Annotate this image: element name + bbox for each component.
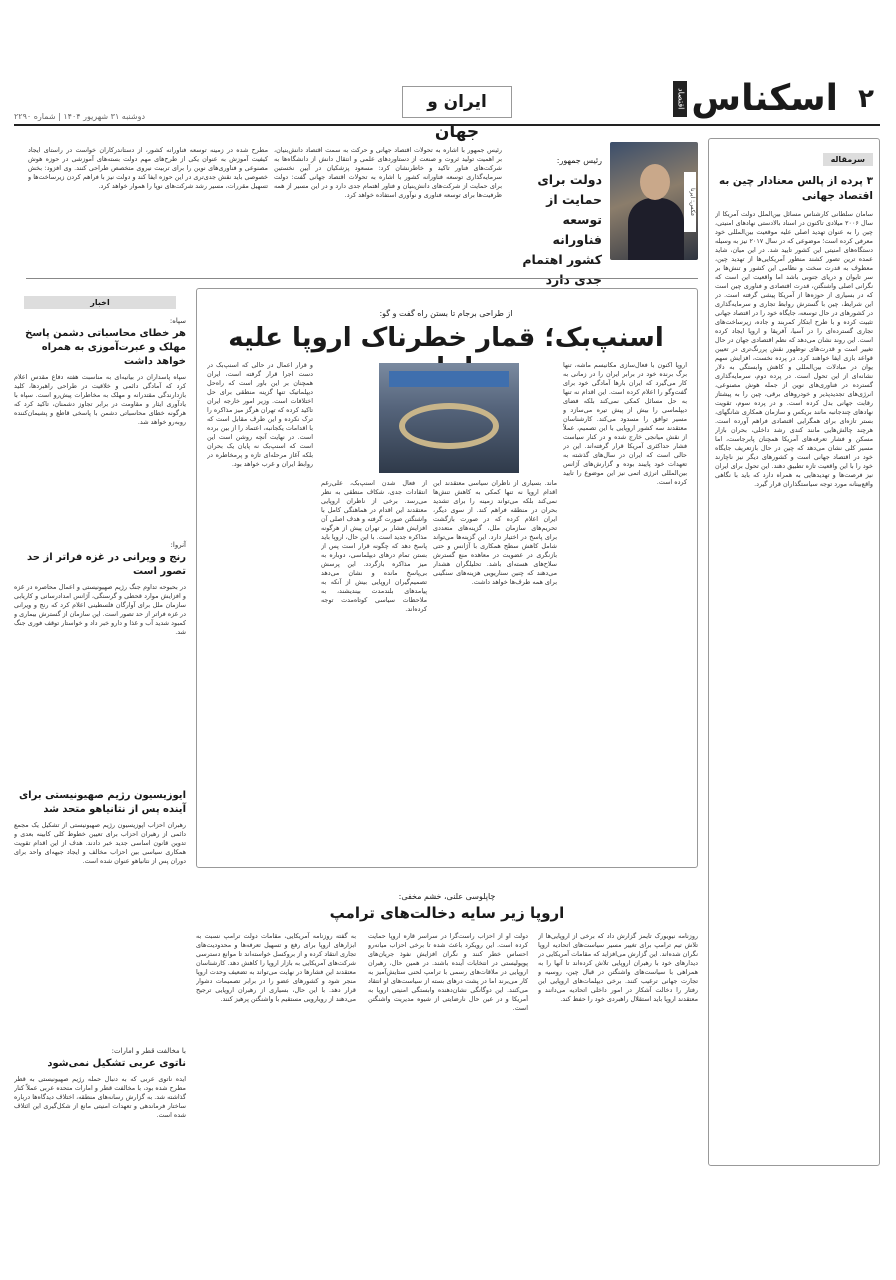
logo: [662, 78, 838, 119]
conference-photo: [379, 363, 519, 473]
editorial-body: سامان سلطانی کارشناس مسائل بین‌الملل دولت آمریکا از سال ۲۰۰۶ میلادی تاکنون در اسناد بالادستی نهادهای امنیتی، چین را به عنوان تهدید اصلی علیه موقعیت بین‌المللی خود معرفی کرده است؛ موضوعی که در سال ۲۰۱۷ نیز به وسیله دستگاه‌های امنیتی این کشور تایید شد. در این میان، شاید عمده ترین تصور کشند منظور آمریکایی‌ها از تهدید چین، معطوف به قدرت سخت و نظامی این کشور و تنش‌ها بر سر تایوان و دریای جنوبی باشد اما واقعیت این است که نگرانی اصلی واشنگتن، قدرت اقتصادی و فناوری چین است که در بسیاری از حوزه‌ها از آمریکا پیشی گرفته است. در این شرایط، چین با گسترش روابط تجاری و سرمایه‌گذاری در کشورهای در حال توسعه، جایگاه خود را در اقتصاد جهانی تثبیت کرده و با طرح ابتکار کمربند و جاده، زیرساخت‌های تجاری گسترده‌ای را در آسیا، آفریقا و اروپا ایجاد کرده است. این روند نشان می‌دهد که نظم اقتصادی جهان در حال تغییر است و قدرت‌های نوظهور نقش پررنگ‌تری در تعیین قواعد بازی ایفا خواهند کرد. در پرده نخست، افزایش سهم یوان در مبادلات بین‌المللی و کاهش وابستگی به دلار نشانه‌ای از این تحول است. در پرده دوم، سرمایه‌گذاری گسترده در فناوری‌های نوین از جمله هوش مصنوعی، انرژی‌های تجدیدپذیر و خودروهای برقی، چین را به پیشتاز رقابت جهانی بدل کرده است. و در پرده سوم، تقویت نهادهای چندجانبه مانند بریکس و سازمان همکاری شانگهای، بستر تازه‌ای برای همگرایی اقتصادی فراهم آورده است. هرچند چالش‌هایی مانند کندی رشد داخلی، بحران بازار مسکن و فشار تعرفه‌های آمریکا همچنان پابرجاست، اما مسیر کلی نشان می‌دهد که چین در حال بازتعریف جایگاه خود در اقتصاد جهانی است و کشورهای دیگر نیز ناچارند خود را با این واقعیت تازه تطبیق دهند. این تحول برای ایران نیز فرصت‌ها و تهدیدهایی به همراه دارد که باید با نگاهی واقع‌بینانه مورد توجه سیاستگذاران قرار گیرد.: [715, 210, 873, 488]
bottom-story-kicker: چاپلوسی علنی، خشم مخفی:: [398, 892, 496, 901]
bottom-story-headline: اروپا زیر سایه دخالت‌های ترامپ: [329, 904, 565, 922]
news-kicker: سپاه:: [169, 317, 186, 325]
section-title: ایران و جهان: [402, 86, 512, 118]
top-story: [26, 138, 698, 287]
news-item: [14, 1047, 186, 1245]
main-story-kicker: از طراحی برجام تا بستن راه گفت و گو:: [379, 309, 513, 318]
photo-banner: [389, 371, 509, 387]
news-body: رهبران احزاب اپوزیسیون رژیم صهیونیستی از تشکیل یک مجمع دائمی از رهبران احزاب برای تعیین خطوط کلی کابینه بعدی و تدوین قانون اساسی جدید خبر دادند. هدف از این اقدام تقویت همکاری سیاسی بین احزاب مخالف و ایجاد جبهه‌ای واحد برای دوران پس از نتانیاهو عنوان شده است.: [14, 821, 186, 865]
top-story-body-2: مطرح شده در زمینه توسعه فناورانه کشور، از دستاندرکاران خواست در راستای ایجاد کیفیت آموزش به عنوان یکی از طرح‌های مهم دولت بسته‌های آموزشی در حوزه هوش مصنوعی و فناوری‌های نوین را برای تربیت نیروی متخصص طراحی کنند. وی افزود: بخش خصوصی باید نقش جدی‌تری در این حوزه ایفا کند و دولت نیز با فراهم کردن زیرساخت‌ها و تسهیل مقررات، مسیر رشد شرکت‌های نوپا را هموار خواهد کرد.: [28, 146, 268, 190]
logo-tagline: اقتصاد سیاسی: [673, 81, 687, 117]
divider: [26, 278, 698, 279]
news-body: در بحبوحه تداوم جنگ رژیم صهیونیستی و اعمال محاصره در غزه و افزایش موارد قحطی و گرسنگی، آژانس امدادرسانی و کاریابی سازمان ملل برای آوارگان فلسطینی اعلام کرد که رنج و ویرانی در غزه فراتر از حد تصور است. این سازمان از گسترش بیماری و کمبود شدید آب و غذا و دارو خبر داد و خواستار توقف فوری جنگ شد.: [14, 583, 186, 636]
main-story-col-1: اروپا اکنون با فعال‌سازی مکانیسم ماشه، تنها برگ برنده خود در برابر ایران را در زمانی به کار می‌گیرد که ایران بارها آمادگی خود برای گفت‌وگو را اعلام کرده است. این اقدام نه تنها به حل مسائل کمکی نمی‌کند بلکه فضای دیپلماسی را بیش از پیش تیره می‌سازد و مسیر توافق را مسدود می‌کند. کارشناسان معتقدند سه کشور اروپایی با این تصمیم، عملاً از نقش میانجی خارج شده و در کنار سیاست فشار حداکثری آمریکا قرار گرفته‌اند. این در حالی است که ایران در سال‌های گذشته به تعهدات خود پایبند بوده و گزارش‌های آژانس بین‌المللی انرژی اتمی نیز این موضوع را تایید کرده است.: [563, 361, 687, 486]
top-story-headline: دولت برای حمایت از توسعه فناورانه کشور اهتمام جدی دارد: [522, 172, 602, 287]
editorial-column: [708, 138, 880, 1166]
news-headline: ایوزیسیون رژیم صهیونیستی برای آینده پس از نتانیاهو متحد شد: [19, 790, 186, 815]
main-story: [196, 288, 698, 868]
photo-round-table: [399, 403, 499, 449]
main-story-col-3: از فعال شدن اسنپ‌بک، علی‌رغم انتقادات جدی، شکاف منطقی به نظر می‌رسد. برخی از ناظران اروپایی معتقدند این اقدام در هماهنگی کامل با واشنگتن صورت گرفته و هدف اصلی آن افزایش فشار بر تهران پیش از هرگونه مذاکره جدید است. با این حال، اروپا باید پاسخ دهد که چگونه قرار است پس از بستن تمام درهای دیپلماسی، دوباره به میز مذاکره بازگردد. این پرسش بی‌پاسخ مانده و نشان می‌دهد تصمیم‌گیران اروپایی بیش از آنکه به پیامدهای بلندمدت بیندیشند، به ملاحظات سیاسی کوتاه‌مدت توجه کرده‌اند.: [321, 479, 427, 613]
bottom-story-col-2: دولت او از احزاب راست‌گرا در سراسر قاره اروپا حمایت کرده است. این رویکرد باعث شده تا برخی احزاب میانه‌رو احساس خطر کنند و نگران افزایش نفوذ جریان‌های پوپولیستی در انتخابات آینده باشند. در همین حال، رهبران اروپایی در ملاقات‌های رسمی با ترامپ لحنی ستایش‌آمیز به کار می‌برند اما در پشت درهای بسته از سیاست‌های او انتقاد می‌کنند. این دوگانگی نشان‌دهنده وابستگی امنیتی اروپا به آمریکا و در عین حال نارضایتی از شیوه مدیریت واشنگتن است.: [368, 932, 528, 1012]
news-label: اخبار: [24, 296, 176, 309]
news-kicker: آنروا:: [170, 541, 186, 549]
main-story-col-2: ماند. بسیاری از ناظران سیاسی معتقدند این اقدام اروپا نه تنها کمکی به کاهش تنش‌ها نمی‌کند بلکه می‌تواند زمینه را برای تشدید بحران در منطقه فراهم کند. از سوی دیگر، ایران اعلام کرده که در صورت بازگشت تحریم‌های سازمان ملل، گزینه‌های متعددی برای پاسخ در اختیار دارد. این گزینه‌ها می‌تواند شامل کاهش سطح همکاری با آژانس و حتی بازنگری در عضویت در معاهده منع گسترش سلاح‌های هسته‌ای باشد. تحلیلگران هشدار می‌دهند که چنین سناریویی هزینه‌های سنگینی برای همه طرف‌ها خواهد داشت.: [433, 479, 557, 586]
news-headline: هر خطای محاسباتی دشمن پاسخ مهلک و عبرت‌آموزی به همراه خواهد داشت: [25, 328, 186, 367]
president-photo: [610, 142, 698, 260]
news-body: سپاه پاسداران در بیانیه‌ای به مناسبت هفته دفاع مقدس اعلام کرد که آمادگی دائمی و خلاقیت در طراحی راهبردها، کلید بازدارندگی مقتدرانه و مهلک به مخاطرات پیش‌رو است. سپاه با یادآوری ایثار و مقاومت در برابر تجاوز دشمنان، تاکید کرد که هرگونه خطای محاسباتی دشمن با پاسخی قاطع و پشیمان‌کننده روبه‌رو خواهد شد.: [14, 373, 186, 426]
masthead-rule: [14, 124, 880, 126]
photo-figure-suit: [628, 198, 684, 260]
news-item: [14, 789, 186, 1041]
news-item: [14, 541, 186, 783]
main-story-headline: اسنپ‌بک؛ قمار خطرناک اروپا علیه: [228, 323, 664, 353]
top-story-body-1: رئیس جمهور با اشاره به تحولات اقتصاد جهانی و حرکت به سمت اقتصاد دانش‌بنیان، بر اهمیت تولید ثروت و صنعت از دستاوردهای علمی و انتقال دانش از دانشگاه‌ها به شرکت‌های فناور تاکید و خاطرنشان کرد: مسعود پزشکیان در آیین نخستین سرمایه‌گذاری توسعه فناورانه کشور با اشاره به تحولات اقتصاد جهانی گفت: دولت برای حمایت از شرکت‌های دانش‌بنیان و فناور اهتمام جدی دارد و در این مسیر از همه ظرفیت‌ها برای توسعه فناوری و نوآوری استفاده خواهد کرد.: [274, 146, 502, 199]
top-story-kicker: رئیس جمهور:: [556, 156, 602, 165]
news-headline: رنج و ویرانی در غزه فراتر از حد تصور است: [27, 552, 186, 577]
bottom-story-col-1: روزنامه نیویورک تایمز گزارش داد که برخی از اروپایی‌ها از تلاش تیم ترامپ برای تغییر مسیر سیاست‌های اتحادیه اروپا نگران شده‌اند. این گزارش می‌افزاید که مقامات آمریکایی در دیدارهای خود با رهبران اروپایی تلاش کرده‌اند تا آنها را به همراهی با سیاست‌های واشنگتن در قبال چین، روسیه و تجارت جهانی ترغیب کنند. برخی دیپلمات‌های اروپایی این رفتار را دخالت آشکار در امور داخلی اتحادیه می‌دانند و معتقدند اروپا باید استقلال راهبردی خود را حفظ کند.: [538, 932, 698, 1003]
news-column: [14, 290, 186, 1242]
bottom-story-col-3: به گفته روزنامه آمریکایی، مقامات دولت ترامپ نسبت به ابزارهای اروپا برای رفع و تسهیل تعرفه‌ها و محدودیت‌های تجاری انتقاد کرده و از بروکسل خواسته‌اند تا موانع دسترسی شرکت‌های آمریکایی به بازار اروپا را کاهش دهد. کارشناسان معتقدند این فشارها در نهایت می‌تواند به تضعیف وحدت اروپا منجر شود و کشورهای عضو را در برابر تصمیمات دشوار قرار دهد. با این حال، بسیاری از رهبران اروپایی ترجیح می‌دهند از رویارویی مستقیم با واشنگتن پرهیز کنند.: [196, 932, 356, 1003]
bottom-story: [196, 874, 698, 1242]
news-kicker: با مخالفت قطر و امارات:: [111, 1047, 186, 1055]
logo-text: اسکناس: [691, 78, 838, 119]
news-item: [14, 317, 186, 535]
photo-credit: عکس: ایرنا: [684, 172, 696, 232]
news-body: ایده ناتوی عربی که به دنبال حمله رژیم صهیونیستی به قطر مطرح شده بود، با مخالفت قطر و امارات متحده عربی عملاً کنار گذاشته شد. به گزارش رسانه‌های منطقه، اختلاف دیدگاه‌ها درباره ساختار فرماندهی و تعهدات امنیتی مانع از شکل‌گیری این ائتلاف شده است.: [14, 1075, 186, 1119]
editorial-label: سرمقاله: [823, 153, 873, 166]
photo-figure-face: [640, 164, 670, 200]
editorial-headline: ۳ پرده از پالس معنادار چین به اقتصاد جهانی: [718, 175, 873, 202]
news-headline: ناتوی عربی تشکیل نمی‌شود: [47, 1058, 186, 1069]
dateline: دوشنبه ۳۱ شهریور ۱۴۰۴ | شماره ۲۲۹۰: [14, 112, 146, 121]
main-story-col-4: و قرار اعمال در حالی که اسنپ‌بک در دست اجرا قرار گرفته است، ایران همچنان بر این باور است که راه‌حل دیپلماتیک تنها گزینه منطقی برای حل اختلافات است. وزیر امور خارجه ایران تاکید کرده که تهران هرگز میز مذاکره را ترک نکرده و این طرف مقابل است که با اقدامات یکجانبه، اعتماد را از بین برده است. در نهایت آنچه روشن است این است که اسنپ‌بک نه پایان یک بحران بلکه آغاز مرحله‌ای تازه و پرمخاطره در روابط ایران و غرب خواهد بود.: [207, 361, 313, 468]
page-number: ۲: [858, 84, 874, 114]
